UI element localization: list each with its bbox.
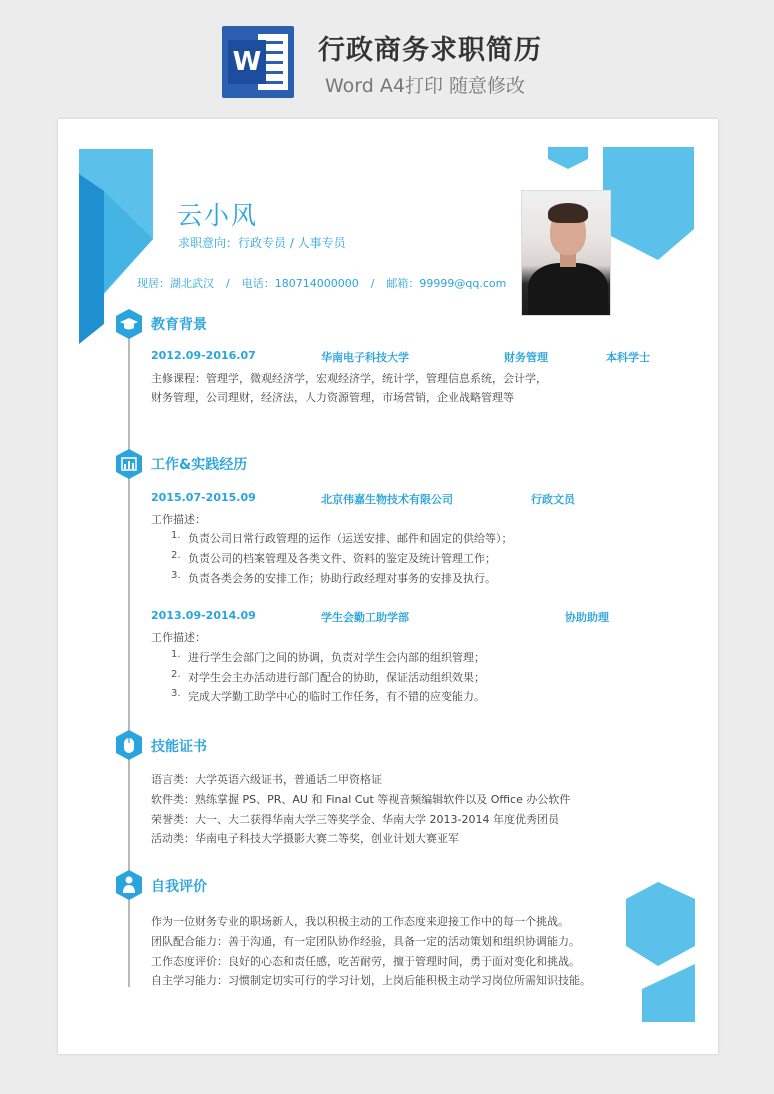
- banner-subtitle: Word A4打印 随意修改: [325, 75, 526, 97]
- skill-line: 语言类：大学英语六级证书，普通话二甲资格证: [151, 773, 382, 786]
- list-number: 1.: [171, 530, 181, 541]
- list-number: 1.: [171, 649, 181, 660]
- job-role: 协助助理: [565, 611, 609, 624]
- job-duty-item: 对学生会主办活动进行部门配合的协助，保证活动组织效果；: [188, 671, 485, 684]
- banner-title: 行政商务求职简历: [318, 35, 542, 66]
- education-period: 2012.09-2016.07: [151, 349, 256, 362]
- location: 现居：湖北武汉: [137, 277, 214, 290]
- contact-separator: /: [226, 277, 230, 290]
- skill-line: 荣誉类：大一、大二获得华南大学三等奖学金、华南大学 2013-2014 年度优秀团员: [151, 813, 559, 826]
- list-number: 3.: [171, 688, 181, 699]
- job-desc-label: 工作描述：: [151, 513, 206, 526]
- candidate-name: 云小风: [177, 201, 259, 230]
- job-period: 2015.07-2015.09: [151, 491, 256, 504]
- self-eval-line: 自主学习能力：习惯制定切实可行的学习计划，上岗后能积极主动学习岗位所需知识技能。: [151, 974, 591, 987]
- contact-separator: /: [370, 277, 375, 290]
- list-number: 2.: [171, 669, 181, 680]
- word-letter: W: [228, 40, 266, 84]
- job-duty-item: 负责各类会务的安排工作；协助行政经理对事务的安排及执行。: [188, 572, 496, 585]
- list-number: 3.: [171, 570, 181, 581]
- list-number: 2.: [171, 550, 181, 561]
- job-duty-item: 完成大学勤工助学中心的临时工作任务，有不错的应变能力。: [188, 690, 485, 703]
- word-document-icon: [222, 26, 294, 98]
- job-period: 2013.09-2014.09: [151, 609, 256, 622]
- right-bottom-decoration: [618, 874, 718, 1054]
- contact-line: [137, 275, 506, 291]
- education-major: 财务管理: [504, 351, 548, 364]
- job-duty-item: 负责公司日常行政管理的运作（运送安排、邮件和固定的供给等）；: [188, 532, 513, 545]
- section-title-self: 自我评价: [151, 879, 207, 895]
- graduation-cap-icon: [114, 308, 144, 340]
- job-desc-label: 工作描述：: [151, 631, 206, 644]
- resume-page: [58, 119, 718, 1054]
- person-icon: [114, 869, 144, 901]
- education-school: 华南电子科技大学: [321, 351, 409, 364]
- self-eval-line: 工作态度评价：良好的心态和责任感，吃苦耐劳，擅于管理时间，勇于面对变化和挑战。: [151, 955, 580, 968]
- section-title-skills: 技能证书: [151, 739, 207, 755]
- section-title-work: 工作&实践经历: [151, 457, 248, 473]
- mouse-icon: [114, 729, 144, 761]
- education-courses-line: 主修课程：管理学，微观经济学，宏观经济学，统计学，管理信息系统，会计学，: [151, 372, 547, 385]
- job-company: 学生会勤工助学部: [321, 611, 409, 624]
- section-title-education: 教育背景: [151, 317, 207, 333]
- education-degree: 本科学士: [606, 351, 650, 364]
- email: 邮箱：99999@qq.com: [386, 277, 507, 290]
- profile-photo: [521, 190, 611, 316]
- skill-line: 活动类：华南电子科技大学摄影大赛二等奖，创业计划大赛亚军: [151, 832, 459, 845]
- job-role: 行政文员: [531, 493, 575, 506]
- phone: 电话：180714000000: [241, 277, 359, 290]
- job-intent: 求职意向：行政专员 / 人事专员: [178, 236, 346, 250]
- job-company: 北京伟嘉生物技术有限公司: [321, 493, 453, 506]
- education-courses-line: 财务管理，公司理财，经济法，人力资源管理，市场营销，企业战略管理等: [151, 391, 514, 404]
- self-eval-line: 作为一位财务专业的职场新人，我以积极主动的工作态度来迎接工作中的每一个挑战。: [151, 915, 569, 928]
- bar-chart-icon: [114, 448, 144, 480]
- job-duty-item: 负责公司的档案管理及各类文件、资料的鉴定及统计管理工作；: [188, 552, 496, 565]
- job-duty-item: 进行学生会部门之间的协调，负责对学生会内部的组织管理；: [188, 651, 485, 664]
- skill-line: 软件类：熟练掌握 PS、PR、AU 和 Final Cut 等视音频编辑软件以及 Office 办公软件: [151, 793, 571, 806]
- self-eval-line: 团队配合能力：善于沟通，有一定团队协作经验，具备一定的活动策划和组织协调能力。: [151, 935, 580, 948]
- banner: [0, 0, 774, 118]
